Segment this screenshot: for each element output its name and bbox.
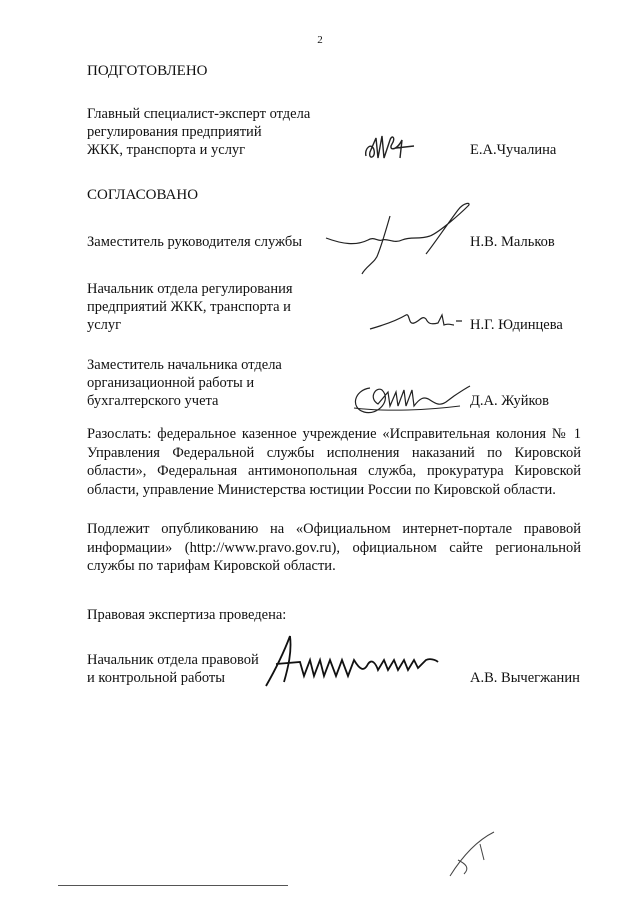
signature-malkov	[322, 200, 472, 276]
legal-title-line-2: и контрольной работы	[87, 670, 225, 686]
publication-paragraph	[87, 520, 581, 576]
prepared-title-line-3: ЖКК, транспорта и услуг	[87, 142, 246, 158]
legal-review-text: Правовая экспертиза проведена:	[87, 607, 287, 623]
signer-1-name: Н.В. Мальков	[470, 234, 555, 250]
signature-zhuikov	[348, 378, 470, 418]
signer-2-name: Н.Г. Юдинцева	[470, 317, 563, 333]
signer-3-title-line-2: организационной работы и	[87, 375, 255, 391]
signature-chuchalina	[362, 130, 424, 166]
legal-title-line-1: Начальник отдела правовой	[87, 652, 259, 668]
prepared-heading: ПОДГОТОВЛЕНО	[87, 63, 208, 79]
prepared-title-line-2: регулирования предприятий	[87, 124, 262, 140]
signer-3-name: Д.А. Жуйков	[470, 393, 549, 409]
prepared-name: Е.А.Чучалина	[470, 142, 557, 158]
signer-1-title: Заместитель руководителя службы	[87, 234, 303, 250]
signer-2-title-line-2: предприятий ЖКК, транспорта и	[87, 299, 291, 315]
footer-rule	[58, 885, 288, 886]
distribution-paragraph	[87, 425, 581, 499]
page-number: 2	[317, 34, 323, 46]
signer-3-title-line-3: бухгалтерского учета	[87, 393, 219, 409]
signature-yudintseva	[368, 305, 462, 333]
prepared-title-line-1: Главный специалист-эксперт отдела	[87, 106, 311, 122]
signer-2-title-line-3: услуг	[87, 317, 122, 333]
signer-3-title-line-1: Заместитель начальника отдела	[87, 357, 282, 373]
agreed-heading: СОГЛАСОВАНО	[87, 187, 199, 203]
signer-2-title-line-1: Начальник отдела регулирования	[87, 281, 293, 297]
distribution-text: Разослать: федеральное казенное учреждение «Исправительная колония № 1 Управления Федеральной службы исполнения наказаний по Кировской области», Федеральная антимонопольная служба, прокуратура Кировской области, управление Министерства юстиции России по Кировской области.	[87, 426, 581, 498]
publication-text: Подлежит опубликованию на «Официальном интернет-портале правовой информации» (http://www.pravo.gov.ru), официальном сайте региональной службы по тарифам Кировской области.	[87, 521, 581, 574]
signature-vychegzhanin	[260, 634, 440, 690]
initials-mark	[440, 830, 500, 886]
legal-name: А.В. Вычегжанин	[470, 670, 580, 686]
